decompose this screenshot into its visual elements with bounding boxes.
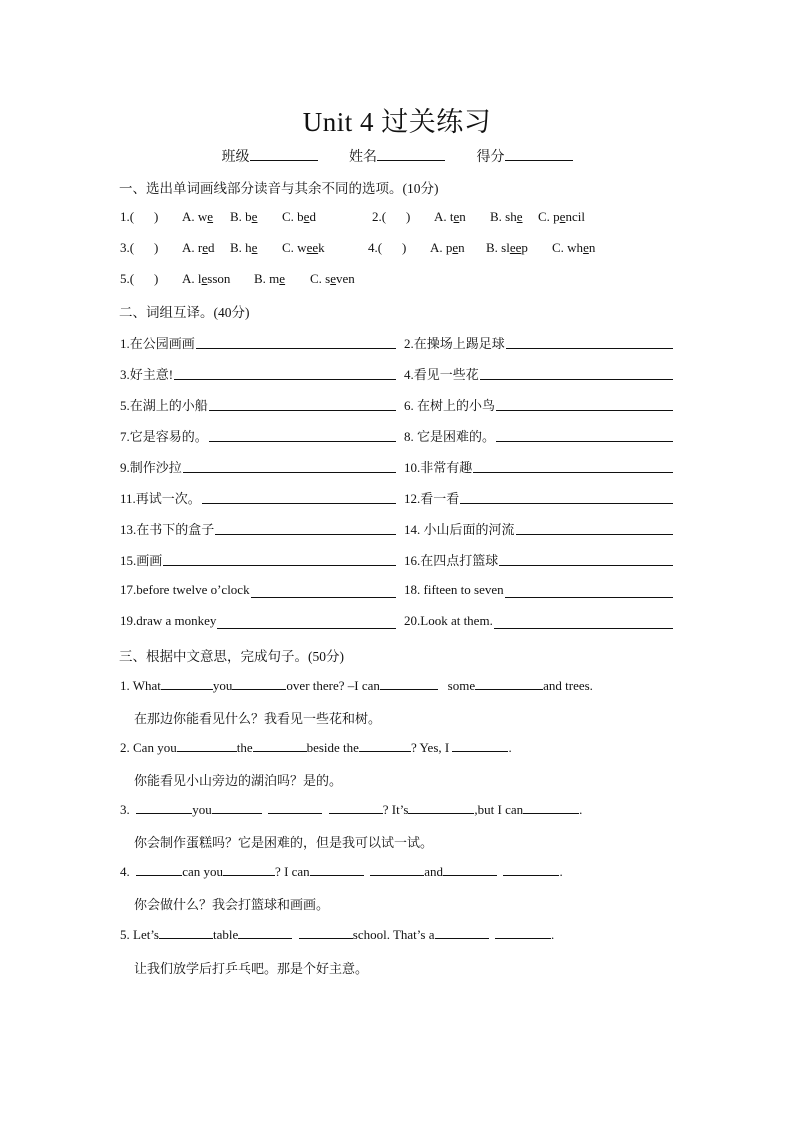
translation-item [404,364,673,382]
answer-blank[interactable] [161,677,213,690]
translation-item [120,582,396,600]
sentence-1: 1. What you over there? –I can some and trees. [120,678,593,693]
translation-item [120,550,396,568]
answer-blank[interactable] [408,801,474,814]
option-c: C. seven [310,271,355,286]
answer-blank[interactable] [503,863,559,876]
answer-blank[interactable] [159,926,213,939]
translation-prompt: 11.再试一次。 [120,488,202,507]
phonics-question [120,209,380,227]
answer-blank[interactable] [136,863,182,876]
section1-heading: 一、选出单词画线部分读音与其余不同的选项。(10分) [119,181,439,196]
answer-bracket[interactable]: ) [154,271,159,286]
answer-blank[interactable] [223,863,275,876]
student-info-row [0,146,794,166]
translation-item [404,613,673,631]
translation-item [404,582,673,600]
option-c: C. pencil [538,209,585,224]
translation-item [120,426,396,444]
translation-prompt: 3.好主意! [120,364,174,383]
option-c: C. when [552,240,596,255]
option-a: A. lesson [182,271,231,286]
option-c: C. bed [282,209,316,224]
translation-item [404,333,673,351]
answer-blank[interactable] [329,801,383,814]
answer-blank[interactable] [495,926,551,939]
translation-item [120,364,396,382]
answer-bracket[interactable]: ) [154,240,159,255]
section3-heading: 三、根据中文意思，完成句子。(50分) [119,649,344,664]
answer-blank[interactable] [310,863,364,876]
translation-item [404,550,673,568]
answer-blank[interactable] [443,863,497,876]
answer-blank[interactable] [370,863,424,876]
option-b: B. sleep [486,240,528,255]
translation-prompt: 5.在湖上的小船 [120,395,209,414]
translation-prompt: 15.画画 [120,550,163,569]
question-number: 3.( [120,240,135,255]
translation-prompt: 12.看一看 [404,488,460,507]
question-number: 2.( [372,209,387,224]
translation-prompt: 20.Look at them. [404,613,493,628]
translation-prompt: 16.在四点打篮球 [404,550,499,569]
translation-prompt: 13.在书下的盒子 [120,519,215,538]
answer-bracket[interactable]: ) [154,209,159,224]
translation-item [404,519,673,537]
translation-prompt: 19.draw a monkey [120,613,217,628]
option-b: B. he [230,240,258,255]
phonics-question [372,209,632,227]
translation-item [120,488,396,506]
phonics-question [120,271,380,289]
translation-item [120,519,396,537]
sentence-1-chinese: 在那边你能看见什么？我看见一些花和树。 [134,711,382,726]
phonics-question [120,240,383,258]
translation-item [404,488,673,506]
answer-blank[interactable] [232,677,286,690]
sentence-5: 5. Let’s table school. That’s a . [120,927,555,942]
answer-blank[interactable] [452,739,508,752]
option-b: B. she [490,209,523,224]
answer-blank[interactable] [380,677,438,690]
answer-blank[interactable] [523,801,579,814]
sentence-2-chinese: 你能看见小山旁边的湖泊吗？是的。 [134,773,343,788]
class-field[interactable]: 班级 [222,146,318,166]
sentence-3-chinese: 你会制作蛋糕吗？它是困难的，但是我可以试一试。 [134,835,434,850]
translation-item [404,426,673,444]
translation-item [404,457,673,475]
score-field[interactable]: 得分 [477,146,573,166]
translation-prompt: 7.它是容易的。 [120,426,209,445]
option-c: C. week [282,240,325,255]
option-a: A. pen [430,240,465,255]
question-number: 1.( [120,209,135,224]
option-b: B. me [254,271,286,286]
translation-item [120,395,396,413]
answer-bracket[interactable]: ) [406,209,411,224]
option-a: A. we [182,209,214,224]
translation-prompt: 10.非常有趣 [404,457,473,476]
sentence-3: 3. you ? It’s ,but I can . [120,802,583,817]
sentence-2: 2. Can you the beside the ? Yes, I . [120,740,512,755]
answer-blank[interactable] [475,677,543,690]
answer-blank[interactable] [359,739,411,752]
translation-item [404,395,673,413]
answer-blank[interactable] [177,739,237,752]
sentence-5-chinese: 让我们放学后打乒乓吧。那是个好主意。 [134,961,369,976]
translation-prompt: 4.看见一些花 [404,364,480,383]
answer-bracket[interactable]: ) [402,240,407,255]
translation-prompt: 18. fifteen to seven [404,582,504,597]
sentence-4: 4. can you ? I can and . [120,864,563,879]
translation-prompt: 17.before twelve o’clock [120,582,250,597]
option-b: B. be [230,209,258,224]
translation-prompt: 9.制作沙拉 [120,457,183,476]
phonics-question [368,240,628,258]
translation-prompt: 2.在操场上踢足球 [404,333,506,352]
answer-blank[interactable] [212,801,262,814]
translation-prompt: 14. 小山后面的河流 [404,519,516,538]
option-a: A. red [182,240,215,255]
answer-blank[interactable] [136,801,192,814]
translation-prompt: 1.在公园画画 [120,333,196,352]
page-title: Unit 4 过关练习 [302,107,492,137]
name-field[interactable]: 姓名 [349,146,445,166]
question-number: 4.( [368,240,383,255]
translation-item [120,613,396,631]
answer-blank[interactable] [268,801,322,814]
translation-prompt: 8. 它是困难的。 [404,426,496,445]
answer-blank[interactable] [435,926,489,939]
translation-prompt: 6. 在树上的小鸟 [404,395,496,414]
question-number: 5.( [120,271,135,286]
section2-heading: 二、词组互译。(40分) [119,305,250,320]
answer-blank[interactable] [299,926,353,939]
answer-blank[interactable] [238,926,292,939]
option-a: A. ten [434,209,466,224]
answer-blank[interactable] [253,739,307,752]
translation-item [120,333,396,351]
translation-item [120,457,396,475]
sentence-4-chinese: 你会做什么？我会打篮球和画画。 [134,897,330,912]
